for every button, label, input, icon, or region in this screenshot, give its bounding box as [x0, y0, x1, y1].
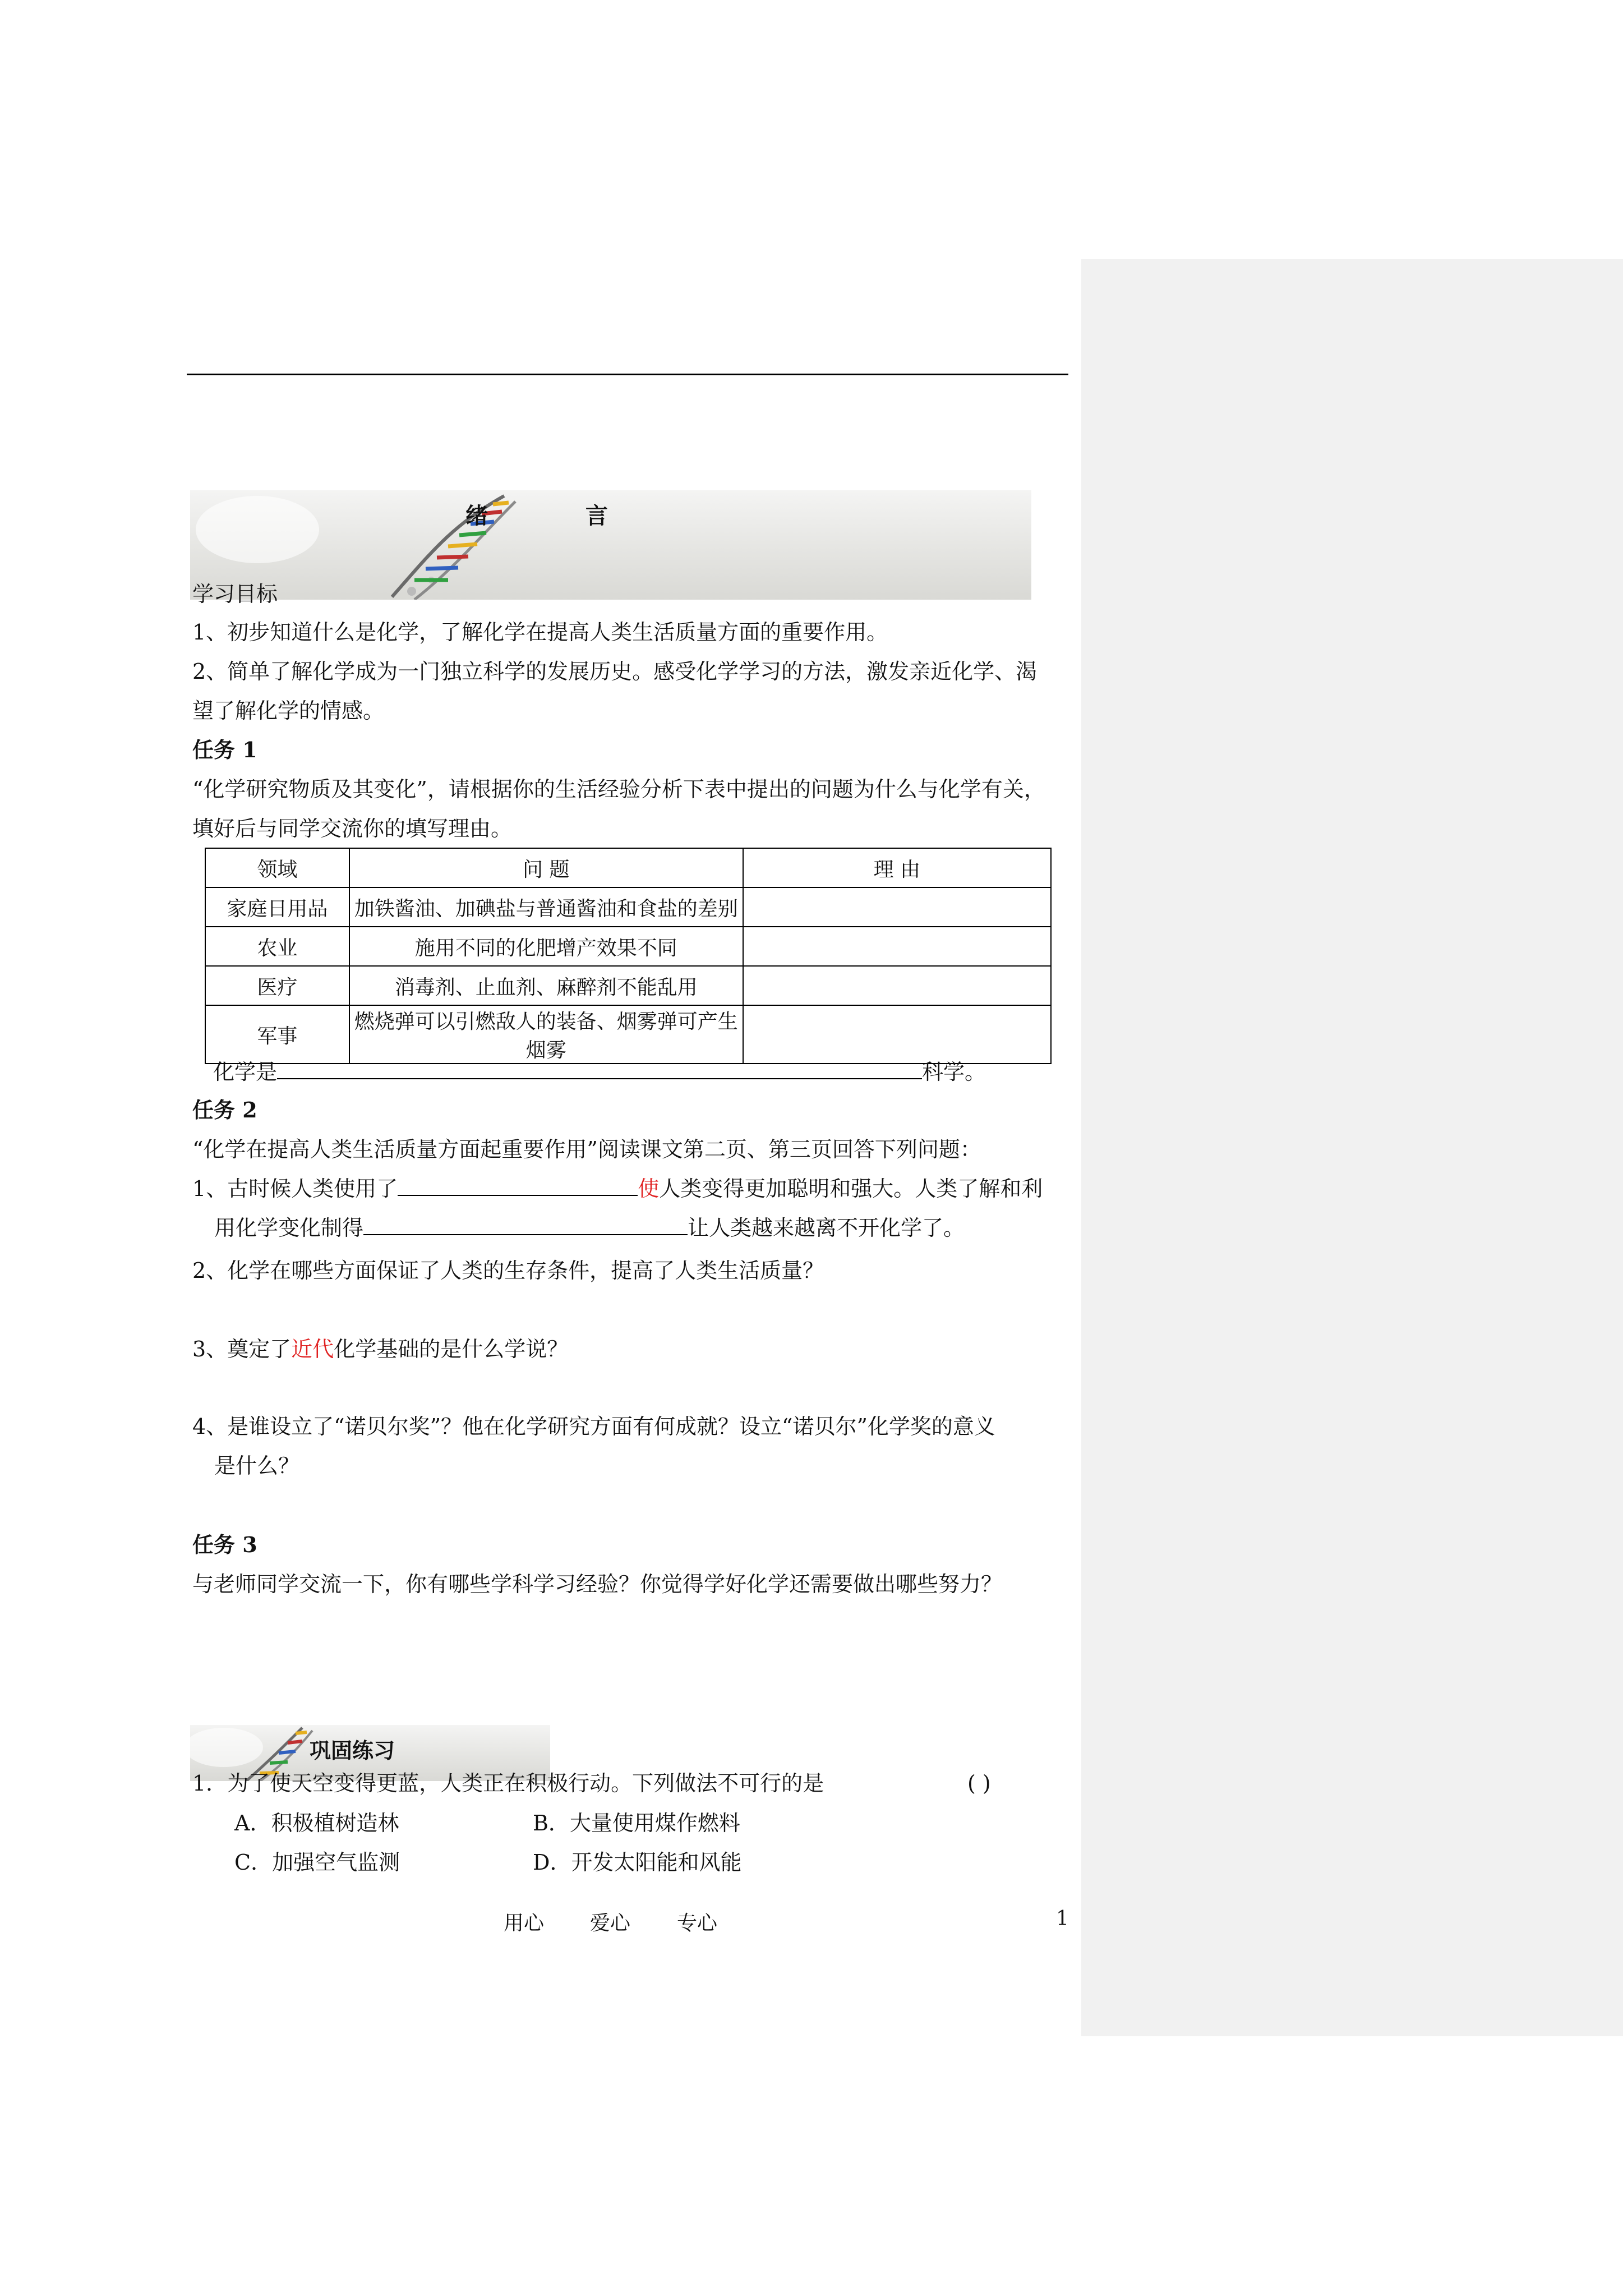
reason-cell[interactable]: [743, 887, 1051, 927]
option-a[interactable]: A．积极植树造林: [234, 1811, 399, 1835]
table-header-cell: 问 题: [349, 848, 743, 887]
table-cell: 医疗: [205, 966, 349, 1005]
q1-line2-prefix: 用化学变化制得: [214, 1216, 364, 1240]
reason-cell[interactable]: [743, 927, 1051, 966]
practice-q1-answer-paren[interactable]: ( ): [967, 1771, 991, 1796]
objective-2-line1: 2、简单了解化学成为一门独立科学的发展历史。感受化学学习的方法，激发亲近化学、渴: [192, 659, 1038, 684]
option-b[interactable]: B．大量使用煤作燃料: [533, 1811, 740, 1835]
q3-red-text: 近代: [291, 1337, 334, 1361]
task2-q4-line1: 4、是谁设立了“诺贝尔奖”？他在化学研究方面有何成就？设立“诺贝尔”化学奖的意义: [192, 1414, 995, 1439]
table-cell: 农业: [205, 927, 349, 966]
table-row: [205, 927, 1051, 966]
practice-q1: 1．为了使天空变得更蓝，人类正在积极行动。下列做法不可行的是: [192, 1771, 824, 1796]
page-number: 1: [1056, 1907, 1069, 1930]
q1-red-text: 使: [638, 1176, 660, 1201]
fill-blank[interactable]: [277, 1061, 922, 1079]
table-header-cell: 领域: [205, 848, 349, 887]
task1-intro-line1: “化学研究物质及其变化”，请根据你的生活经验分析下表中提出的问题为什么与化学有关，: [192, 777, 1045, 802]
page-title: 绪 言: [465, 503, 653, 529]
option-c[interactable]: C．加强空气监测: [234, 1850, 400, 1875]
table-header-row: [205, 848, 1051, 887]
task1-heading: 任务 1: [192, 737, 257, 762]
q1-blank-1[interactable]: [398, 1178, 638, 1196]
task1-table: [205, 848, 1052, 1064]
objectives-heading: 学习目标: [192, 582, 278, 606]
objective-1: 1、初步知道什么是化学，了解化学在提高人类生活质量方面的重要作用。: [192, 620, 888, 645]
table-cell: 消毒剂、止血剂、麻醉剂不能乱用: [349, 966, 743, 1005]
comment-margin-panel: [1081, 259, 1623, 2036]
table-cell: 家庭日用品: [205, 887, 349, 927]
table-cell: 施用不同的化肥增产效果不同: [349, 927, 743, 966]
task2-q3: [192, 1338, 568, 1360]
task2-q2: 2、化学在哪些方面保证了人类的生存条件，提高了人类生活质量？: [192, 1258, 824, 1283]
task2-q4-line2: 是什么？: [214, 1453, 300, 1478]
chemistry-definition-line: [213, 1061, 986, 1083]
task2-q1-line2: [214, 1217, 965, 1239]
fill-prefix: 化学是: [213, 1060, 278, 1084]
option-d[interactable]: D．开发太阳能和风能: [533, 1850, 742, 1875]
task2-intro: “化学在提高人类生活质量方面起重要作用”阅读课文第二页、第三页回答下列问题：: [192, 1137, 981, 1162]
table-row: [205, 887, 1051, 927]
table-cell: 燃烧弹可以引燃敌人的装备、烟雾弹可产生烟雾: [349, 1005, 743, 1064]
task3-heading: 任务 3: [192, 1532, 257, 1557]
q3-prefix: 3、奠定了: [192, 1337, 292, 1361]
table-row: [205, 1005, 1051, 1064]
q1-blank-2[interactable]: [363, 1217, 688, 1235]
header-rule: [187, 374, 1068, 375]
reason-cell[interactable]: [743, 1005, 1051, 1064]
task3-text: 与老师同学交流一下，你有哪些学科学习经验？你觉得学好化学还需要做出哪些努力？: [192, 1572, 1003, 1596]
table-row: [205, 966, 1051, 1005]
q3-suffix: 化学基础的是什么学说？: [334, 1337, 569, 1361]
objective-2-line2: 望了解化学的情感。: [192, 698, 385, 723]
q1-prefix: 1、古时候人类使用了: [192, 1176, 398, 1201]
task2-heading: 任务 2: [192, 1097, 257, 1122]
reason-cell[interactable]: [743, 966, 1051, 1005]
task1-intro-line2: 填好后与同学交流你的填写理由。: [192, 816, 513, 841]
task2-q1-line1: [192, 1178, 1043, 1199]
table-cell: 加铁酱油、加碘盐与普通酱油和食盐的差别: [349, 887, 743, 927]
q1-suffix: 人类变得更加聪明和强大。人类了解和利: [659, 1176, 1043, 1201]
footer-motto-2: 爱心: [590, 1912, 631, 1935]
footer-motto-3: 专心: [677, 1912, 718, 1935]
practice-heading: 巩固练习: [310, 1738, 395, 1763]
fill-suffix: 科学。: [922, 1060, 986, 1084]
q1-line2-suffix: 让人类越来越离不开化学了。: [688, 1216, 965, 1240]
table-header-cell: 理 由: [743, 848, 1051, 887]
table-cell: 军事: [205, 1005, 349, 1064]
footer-motto-1: 用心: [504, 1912, 545, 1935]
